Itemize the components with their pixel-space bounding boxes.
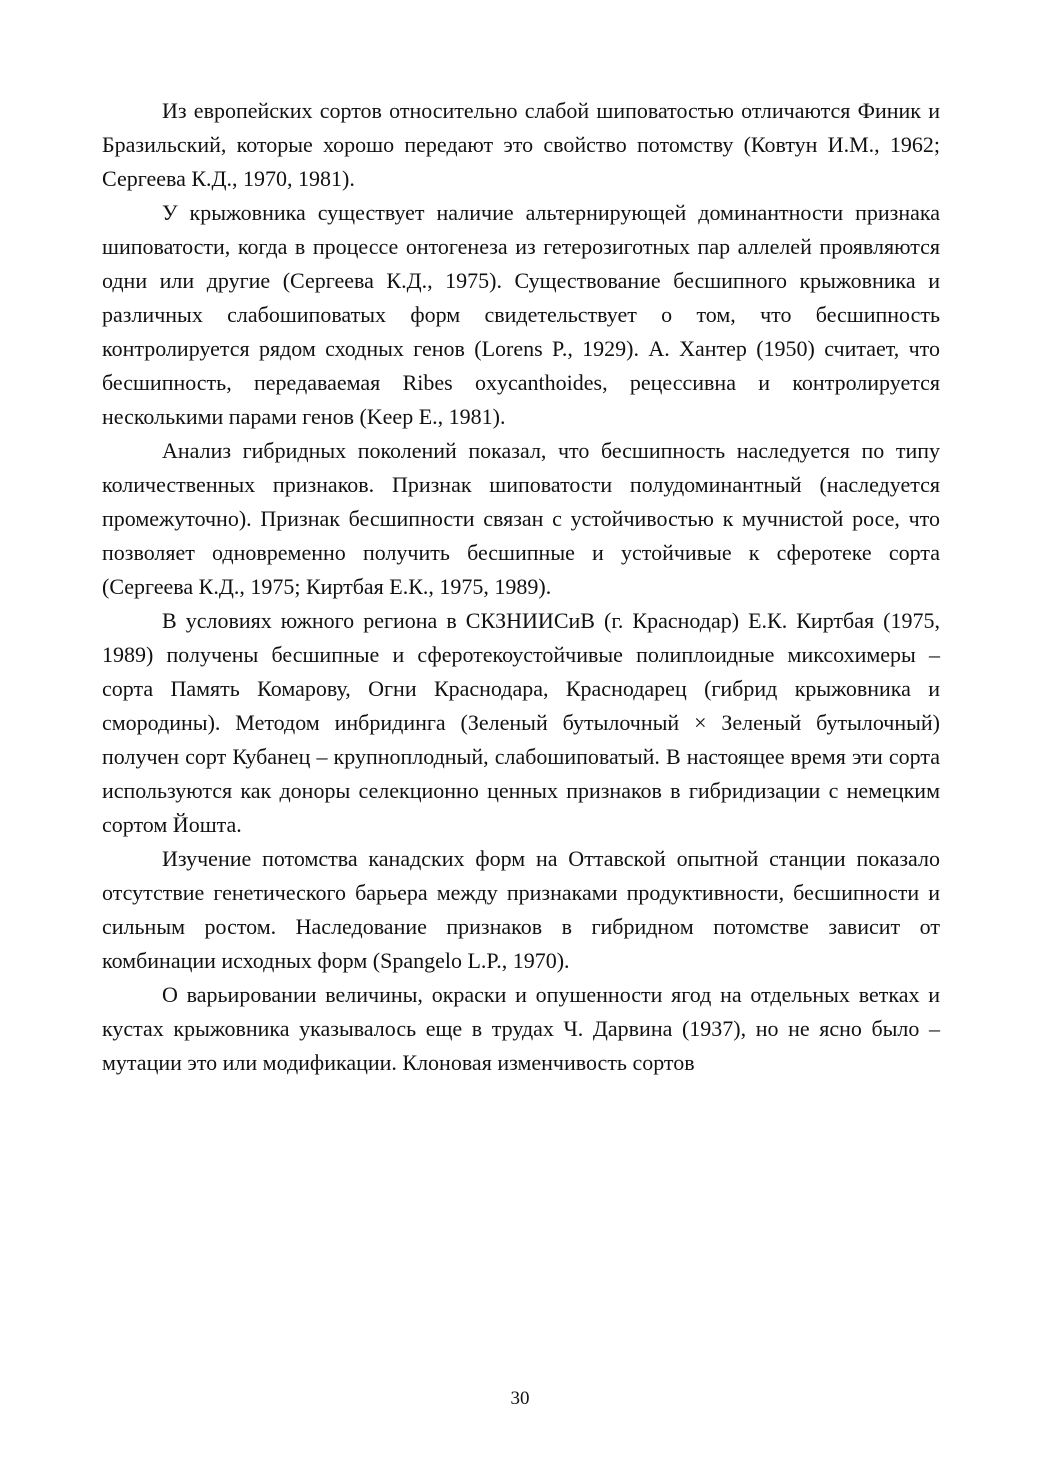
- paragraph-3: Анализ гибридных поколений показал, что бесшипность наследуется по типу количественных признаков. Признак шиповатости полудоминантный (наследуется промежуточно). Признак бесшипности связан с устойчивостью к мучнистой росе, что позволяет одновременно получить бесшипные и устойчивые к сферотеке сорта (Сергеева К.Д., 1975; Киртбая Е.К., 1975, 1989).: [102, 438, 940, 599]
- paragraph-2: У крыжовника существует наличие альтернирующей доминантности признака шиповатости, когда в процессе онтогенеза из гетерозиготных пар аллелей проявляются одни или другие (Сергеева К.Д., 1975). Существование бесшипного крыжовника и различных слабошиповатых форм свидетельствует о том, что бесшипность контролируется рядом сходных генов (Lorens P., 1929). А. Хантер (1950) считает, что бесшипность, передаваемая Ribes oxycanthoides, рецессивна и контролируется несколькими парами генов (Keep E., 1981).: [102, 200, 940, 429]
- body-text: [102, 94, 940, 1080]
- paragraph-4: В условиях южного региона в СКЗНИИСиВ (г. Краснодар) Е.К. Киртбая (1975, 1989) получены бесшипные и сферотекоустойчивые полиплоидные миксохимеры – сорта Память Комарову, Огни Краснодара, Краснодарец (гибрид крыжовника и смородины). Методом инбридинга (Зеленый бутылочный × Зеленый бутылочный) получен сорт Кубанец – крупноплодный, слабошиповатый. В настоящее время эти сорта используются как доноры селекционно ценных признаков в гибридизации с немецким сортом Йошта.: [102, 608, 940, 837]
- paragraph-6: О варьировании величины, окраски и опушенности ягод на отдельных ветках и кустах крыжовника указывалось еще в трудах Ч. Дарвина (1937), но не ясно было – мутации это или модификации. Клоновая изменчивость сортов: [102, 982, 940, 1075]
- paragraph-1: Из европейских сортов относительно слабой шиповатостью отличаются Финик и Бразильский, которые хорошо передают это свойство потомству (Ковтун И.М., 1962; Сергеева К.Д., 1970, 1981).: [102, 98, 940, 191]
- paragraph-5: Изучение потомства канадских форм на Оттавской опытной станции показало отсутствие генетического барьера между признаками продуктивности, бесшипности и сильным ростом. Наследование признаков в гибридном потомстве зависит от комбинации исходных форм (Spangelo L.P., 1970).: [102, 846, 940, 973]
- page-number: 30: [510, 1388, 530, 1409]
